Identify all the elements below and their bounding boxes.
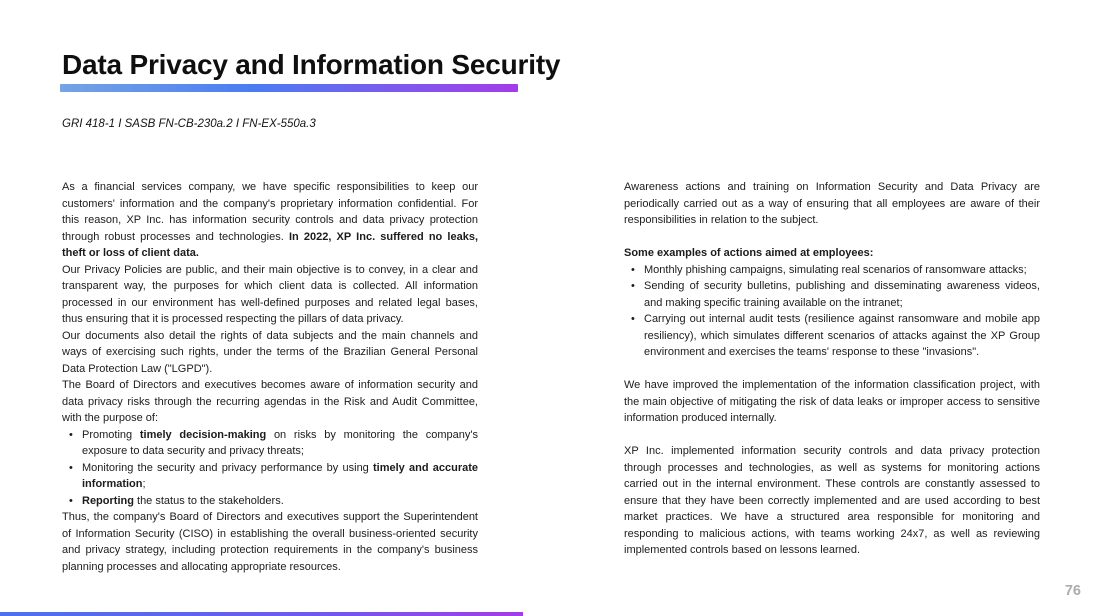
text-segment: Our Privacy Policies are public, and their main objective is to convey, in a clear and transparent way, the purposes for which client data is collected. All information processed in our environment has well-defined purposes and related legal bases, thus ensuring that it is processed respecting the pillars of data privacy. <box>62 263 478 325</box>
bold-text-segment: Reporting <box>82 494 134 507</box>
reporting-standards-reference: GRI 418-1 I SASB FN-CB-230a.2 I FN-EX-550a.3 <box>62 118 316 130</box>
text-segment: Thus, the company's Board of Directors and executives support the Superintendent of Information Security (CISO) in establishing the overall business-oriented security and privacy strategy, including protection requirements in the company's business planning processes and allocating appropriate resources. <box>62 511 478 573</box>
paragraph-spacer <box>624 361 1040 378</box>
bullet-item <box>62 460 478 493</box>
paragraph <box>62 262 478 328</box>
paragraph-spacer <box>624 427 1040 444</box>
text-segment: Monthly phishing campaigns, simulating real scenarios of ransomware attacks; <box>644 263 1027 276</box>
paragraph <box>62 377 478 427</box>
text-segment: the status to the stakeholders. <box>133 494 284 507</box>
bullet-list <box>62 427 478 510</box>
text-segment: XP Inc. implemented information security controls and data privacy protection through processes and technologies, as well as systems for monitoring actions carried out in the internal environment. These controls are constantly assessed to ensure that they have been correctly implemented and are used according to best market practices. We have a structured area responsible for monitoring and responding to malicious actions, with teams working 24x7, as well as reviewing implemented controls based on lessons learned. <box>624 445 1040 556</box>
paragraph <box>62 509 478 575</box>
text-segment: Carrying out internal audit tests (resilience against ransomware and mobile app resiliency), which simulates different scenarios of attacks against the XP Group environment and exercises the teams' response to these "invasions". <box>644 313 1040 358</box>
paragraph <box>624 443 1040 559</box>
text-segment: Our documents also detail the rights of data subjects and the main channels and ways of exercising such rights, under the terms of the Brazilian General Personal Data Protection Law ("LGPD"). <box>62 329 478 375</box>
text-segment: Awareness actions and training on Information Security and Data Privacy are periodically carried out as a way of ensuring that all employees are aware of their responsibilities in relation to the subject. <box>624 181 1040 226</box>
text-segment: We have improved the implementation of the information classification project, with the main objective of mitigating the risk of data leaks or improper access to sensitive information produced internally. <box>624 379 1040 424</box>
text-segment: on risks by monitoring the company's exposure to data security and privacy threats; <box>82 428 478 457</box>
paragraph-spacer <box>624 229 1040 246</box>
text-segment: Sending of security bulletins, publishing and disseminating awareness videos, and making specific training available on the intranet; <box>644 280 1040 309</box>
bold-text-segment: In 2022, XP Inc. suffered no leaks, theft or loss of client data. <box>62 230 478 259</box>
bullet-item <box>62 427 478 460</box>
right-text-column <box>624 179 1040 575</box>
bold-text-segment: timely decision-making <box>139 428 267 441</box>
text-segment: Monitoring the security and privacy performance by using <box>82 461 373 474</box>
body-text-columns <box>62 179 1040 575</box>
paragraph <box>62 179 478 262</box>
page-number: 76 <box>1064 583 1081 599</box>
text-segment: ; <box>142 478 146 490</box>
paragraph <box>624 245 1040 262</box>
bold-text-segment: Some examples of actions aimed at employees: <box>624 247 874 259</box>
bullet-list <box>624 262 1040 361</box>
bullet-item <box>624 311 1040 361</box>
paragraph <box>624 377 1040 427</box>
paragraph <box>62 328 478 378</box>
text-segment: The Board of Directors and executives becomes aware of information security and data privacy risks through the recurring agendas in the Risk and Audit Committee, with the purpose of: <box>62 379 478 424</box>
paragraph <box>624 179 1040 229</box>
bullet-item <box>624 262 1040 279</box>
title-gradient-bar <box>60 84 518 92</box>
text-segment: As a financial services company, we have specific responsibilities to keep our customers' information and the company's proprietary information confidential. For this reason, XP Inc. has information security controls and data privacy protection through robust processes and technologies. <box>62 181 478 243</box>
bold-text-segment: timely and accurate information <box>82 461 478 490</box>
bullet-item <box>62 493 478 510</box>
bullet-item <box>624 278 1040 311</box>
text-segment: Promoting <box>82 428 140 441</box>
page-title: Data Privacy and Information Security <box>62 48 561 80</box>
left-text-column <box>62 179 478 575</box>
footer-gradient-bar <box>0 612 523 616</box>
